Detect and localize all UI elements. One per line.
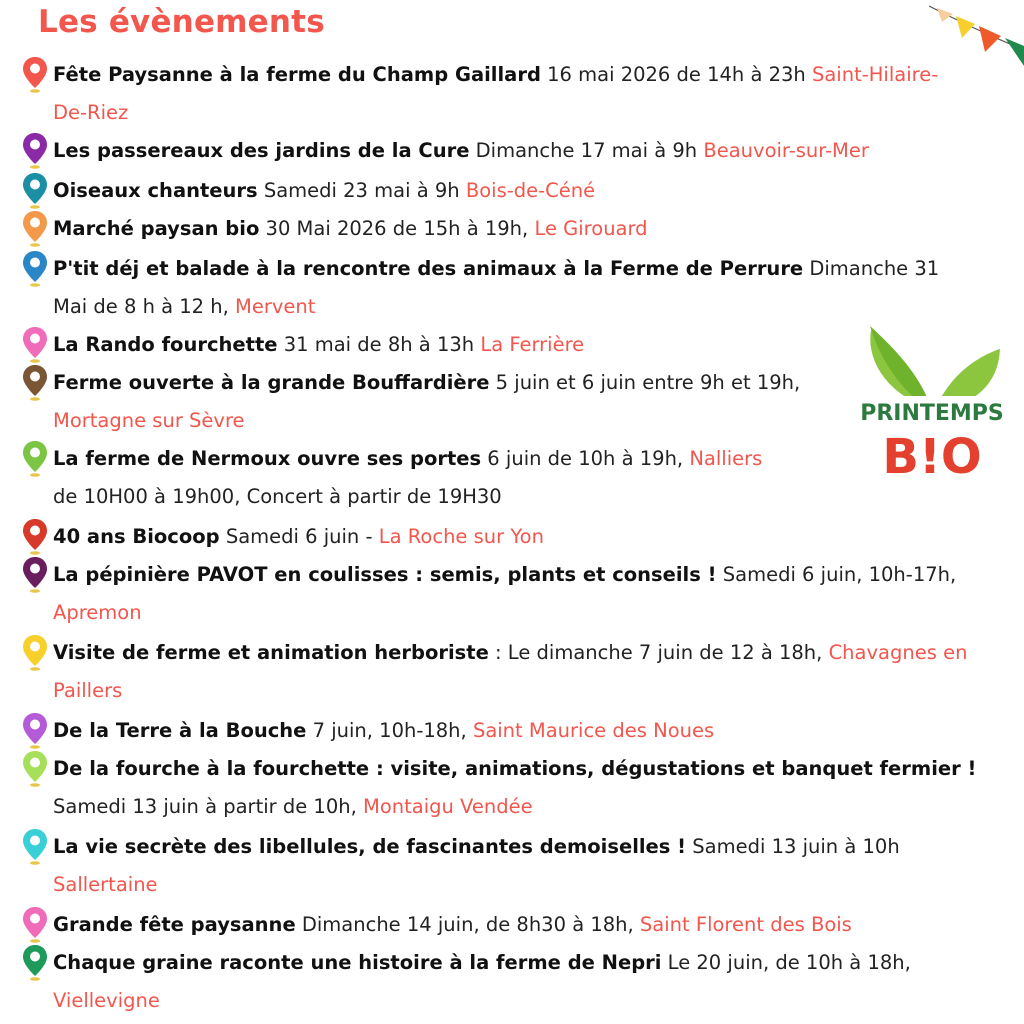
map-pin-icon (22, 250, 48, 288)
event-title: La pépinière PAVOT en coulisses : semis, plants et conseils ! (53, 563, 717, 586)
event-details: Samedi 13 juin à 10h (686, 835, 900, 858)
event-details: Dimanche 31 (803, 257, 940, 280)
event-place: Bois-de-Céné (465, 179, 596, 202)
event-title: Fête Paysanne à la ferme du Champ Gaillard (53, 63, 541, 86)
event-title: Les passereaux des jardins de la Cure (53, 139, 470, 162)
logo-word-bio: B!O (882, 429, 982, 481)
map-pin-icon (22, 906, 48, 944)
event-place-continued: Sallertaine (53, 873, 158, 896)
event-details: 7 juin, 10h-18h, (306, 719, 473, 742)
map-pin-icon (22, 750, 48, 788)
event-place: Chavagnes en (828, 641, 968, 664)
event-line (53, 750, 976, 788)
event-details: 5 juin et 6 juin entre 9h et 19h, (489, 371, 801, 394)
event-line-continued (53, 982, 160, 1020)
event-title: La vie secrète des libellules, de fascinantes demoiselles ! (53, 835, 687, 858)
map-pin-icon (22, 712, 48, 750)
logo-word-printemps: PRINTEMPS (860, 401, 1004, 426)
event-title: P'tit déj et balade à la rencontre des animaux à la Ferme de Perrure (53, 257, 804, 280)
event-title: De la Terre à la Bouche (53, 719, 307, 742)
map-pin-icon (22, 518, 48, 556)
map-pin-icon (22, 210, 48, 248)
event-line (53, 440, 762, 478)
event-place: La Ferrière (480, 333, 585, 356)
event-line (53, 250, 939, 288)
event-line (53, 132, 869, 170)
event-place: Beauvoir-sur-Mer (703, 139, 869, 162)
event-line (53, 364, 800, 402)
event-title: Marché paysan bio (53, 217, 260, 240)
event-place-continued: Apremon (53, 601, 142, 624)
event-place-continued: Viellevigne (53, 989, 160, 1012)
event-place: Saint-Hilaire- (811, 63, 939, 86)
event-details: : Le dimanche 7 juin de 12 à 18h, (488, 641, 829, 664)
map-pin-icon (22, 172, 48, 210)
event-line (53, 210, 648, 248)
event-line-continued (53, 866, 158, 904)
event-line-continued (53, 672, 122, 710)
map-pin-icon (22, 944, 48, 982)
event-details: 16 mai 2026 de 14h à 23h (540, 63, 812, 86)
event-line (53, 828, 900, 866)
event-place-continued: Mortagne sur Sèvre (53, 409, 245, 432)
event-place-continued: Paillers (53, 679, 123, 702)
event-details: Samedi 23 mai à 9h (257, 179, 466, 202)
event-title: Chaque graine raconte une histoire à la ferme de Nepri (53, 951, 662, 974)
event-place-continued: Mervent (235, 295, 316, 318)
event-place: Saint Maurice des Noues (472, 719, 715, 742)
event-line (53, 56, 938, 94)
event-title: De la fourche à la fourchette : visite, animations, dégustations et banquet fermier ! (53, 757, 977, 780)
map-pin-icon (22, 556, 48, 594)
event-line-continued (53, 788, 533, 826)
event-place: Nalliers (689, 447, 763, 470)
event-title: La ferme de Nermoux ouvre ses portes (53, 447, 482, 470)
event-details-continued: Mai de 8 h à 12 h, (53, 295, 236, 318)
event-details-continued: Samedi 13 juin à partir de 10h, (53, 795, 363, 818)
page-title: Les évènements (38, 4, 325, 40)
event-details: Samedi 6 juin - (219, 525, 379, 548)
event-details: 6 juin de 10h à 19h, (481, 447, 690, 470)
event-place-continued: Montaigu Vendée (363, 795, 533, 818)
event-place-continued: De-Riez (53, 101, 129, 124)
event-place: La Roche sur Yon (378, 525, 544, 548)
event-line-continued (53, 594, 142, 632)
event-details: 30 Mai 2026 de 15h à 19h, (259, 217, 535, 240)
event-line (53, 518, 544, 556)
event-details: 31 mai de 8h à 13h (277, 333, 481, 356)
event-place: Le Girouard (534, 217, 648, 240)
map-pin-icon (22, 132, 48, 170)
event-details: Le 20 juin, de 10h à 18h, (661, 951, 911, 974)
event-line-continued (53, 402, 245, 440)
event-details: Dimanche 14 juin, de 8h30 à 18h, (295, 913, 640, 936)
map-pin-icon (22, 440, 48, 478)
event-line-continued (53, 288, 315, 326)
printemps-bio-logo (852, 316, 1012, 481)
event-title: Ferme ouverte à la grande Bouffardière (53, 371, 490, 394)
map-pin-icon (22, 56, 48, 94)
map-pin-icon (22, 828, 48, 866)
event-line (53, 556, 956, 594)
event-line-continued (53, 478, 502, 516)
map-pin-icon (22, 364, 48, 402)
event-place: Saint Florent des Bois (639, 913, 852, 936)
event-details: Samedi 6 juin, 10h-17h, (716, 563, 957, 586)
event-line (53, 944, 911, 982)
map-pin-icon (22, 634, 48, 672)
event-title: Grande fête paysanne (53, 913, 296, 936)
event-line (53, 712, 714, 750)
event-title: 40 ans Biocoop (53, 525, 220, 548)
event-line (53, 906, 852, 944)
event-details: Dimanche 17 mai à 9h (469, 139, 704, 162)
map-pin-icon (22, 326, 48, 364)
event-title: La Rando fourchette (53, 333, 278, 356)
event-line (53, 326, 584, 364)
event-details-continued: de 10H00 à 19h00, Concert à partir de 19H30 (53, 485, 502, 508)
event-title: Oiseaux chanteurs (53, 179, 258, 202)
event-line (53, 634, 967, 672)
event-line-continued (53, 94, 128, 132)
event-title: Visite de ferme et animation herboriste (53, 641, 489, 664)
event-line (53, 172, 595, 210)
